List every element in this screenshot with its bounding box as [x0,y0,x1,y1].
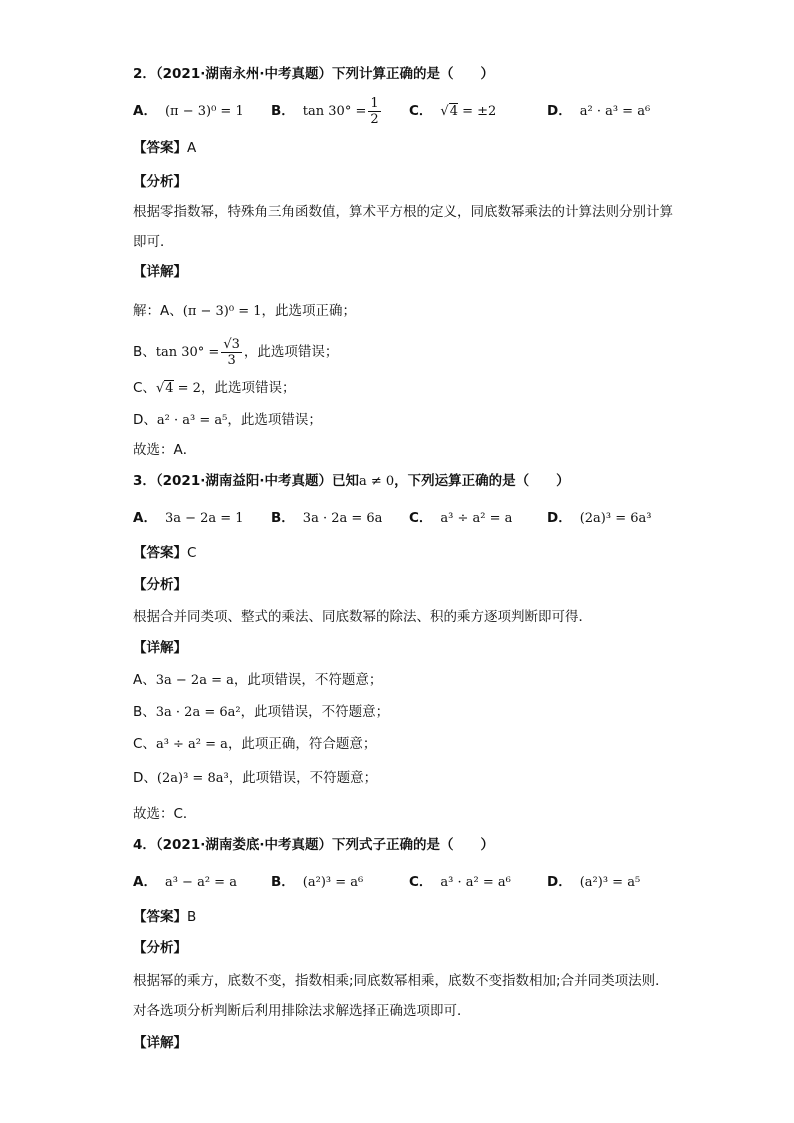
option-a: A． (π − 3)⁰ = 1 [133,103,244,119]
option-d: D． (2a)³ = 6a³ [547,510,652,526]
analysis-tag: 【分析】 [133,174,187,190]
question-2-options [133,95,673,127]
detail-line: B、3a · 2a = 6a²，此项错误，不符题意； [133,704,390,720]
option-b: B． 3a · 2a = 6a [271,510,383,526]
analysis-text: 根据合并同类项、整式的乘法、同底数幂的除法、积的乘方逐项判断即可得． [133,609,592,625]
detail-line: B、tan 30° = $\frac{√3}{3}$ ，此选项错误； [133,336,339,368]
option-d: D． a² · a³ = a⁶ [547,103,651,119]
choice-line: 故选：A． [133,442,197,458]
question-3-options [133,507,673,529]
detail-line: C、a³ ÷ a² = a，此项正确，符合题意； [133,736,377,752]
detail-line: D、(2a)³ = 8a³，此项错误，不符题意； [133,770,378,786]
answer-line: 【答案】B [133,909,197,925]
detail-tag: 【详解】 [133,264,187,280]
option-b: B． tan 30° = $\frac{1}{2}$ [271,95,379,127]
option-a: A． a³ − a² = a [133,874,237,890]
answer-line: 【答案】A [133,140,197,156]
question-4-heading: 4．（2021·湖南娄底·中考真题）下列式子正确的是（ ） [133,837,494,853]
fraction: $\frac{1}{2}$ [370,95,379,127]
detail-tag: 【详解】 [133,640,187,656]
option-d: D． (a²)³ = a⁵ [547,874,641,890]
answer-line: 【答案】C [133,545,197,561]
choice-line: 故选：C． [133,806,197,822]
analysis-text: 根据零指数幂，特殊角三角函数值，算术平方根的定义，同底数幂乘法的计算法则分别计算即可． [133,204,673,250]
option-b: B． (a²)³ = a⁶ [271,874,364,890]
analysis-tag: 【分析】 [133,577,187,593]
detail-line: A、3a − 2a = a，此项错误，不符题意； [133,672,383,688]
question-3-heading: 3．（2021·湖南益阳·中考真题）已知a ≠ 0，下列运算正确的是（ ） [133,473,570,489]
detail-line: C、√4 = 2，此选项错误； [133,380,296,396]
option-c: C． a³ ÷ a² = a [409,510,513,526]
fraction: $\frac{√3}{3}$ [223,336,240,368]
analysis-tag: 【分析】 [133,940,187,956]
detail-line: D、a² · a³ = a⁵，此选项错误； [133,412,322,428]
detail-tag: 【详解】 [133,1035,187,1051]
analysis-text: 根据幂的乘方，底数不变，指数相乘;同底数幂相乘，底数不变指数相加;合并同类项法则．对各选项分析判断后利用排除法求解选择正确选项即可． [133,973,669,1019]
option-c: C． a³ · a² = a⁶ [409,874,511,890]
option-a: A． 3a − 2a = 1 [133,510,244,526]
question-2-heading: 2．（2021·湖南永州·中考真题）下列计算正确的是（ ） [133,66,494,82]
option-c: C． √4 = ±2 [409,103,497,119]
question-4-options [133,871,673,893]
detail-line: 解：A、(π − 3)⁰ = 1，此选项正确； [133,303,357,319]
